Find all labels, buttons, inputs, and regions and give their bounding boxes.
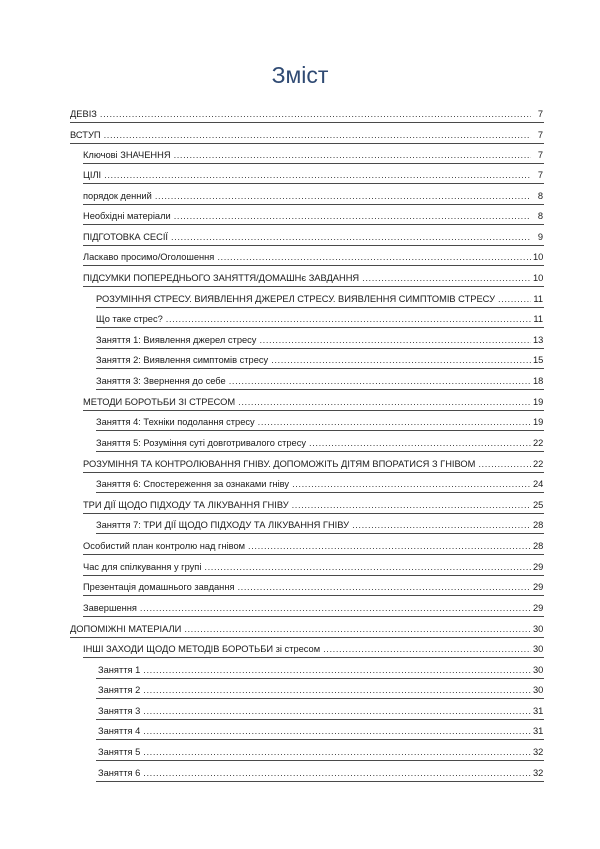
leader-dots <box>238 394 531 410</box>
divider <box>96 739 544 740</box>
toc-entry[interactable] <box>83 497 543 513</box>
toc-entry-label: Заняття 1 <box>98 665 141 675</box>
toc-entry[interactable] <box>96 311 543 327</box>
toc-entry-page: 29 <box>533 603 544 613</box>
leader-dots <box>184 621 531 637</box>
divider <box>83 286 544 287</box>
toc-entry-page: 25 <box>533 500 544 510</box>
leader-dots <box>104 127 531 143</box>
toc-entry[interactable] <box>70 106 543 122</box>
toc-entry-page: 29 <box>533 582 544 592</box>
divider <box>96 760 544 761</box>
leader-dots <box>143 723 531 739</box>
toc-entry-label: Заняття 3 <box>98 706 141 716</box>
toc-entry-page: 32 <box>533 768 544 778</box>
divider <box>70 122 544 123</box>
divider <box>83 410 544 411</box>
toc-entry-page: 31 <box>533 726 544 736</box>
toc-entry-label: Ласкаво просимо/Оголошення <box>83 252 215 262</box>
toc-entry-label: ДЕВІЗ <box>70 109 97 119</box>
divider <box>83 224 544 225</box>
divider <box>83 595 544 596</box>
toc-entry-page: 30 <box>533 624 544 634</box>
toc-entry[interactable] <box>96 476 543 492</box>
toc-entry-page: 24 <box>533 479 544 489</box>
toc-entry-label: Завершення <box>83 603 137 613</box>
divider <box>96 389 544 390</box>
toc-entry-page: 15 <box>533 355 544 365</box>
toc-entry-label: ПІДГОТОВКА СЕСІЇ <box>83 232 168 242</box>
divider <box>83 204 544 205</box>
toc-entry-page: 30 <box>533 644 544 654</box>
toc-entry-label: Заняття 4 <box>98 726 141 736</box>
toc-entry[interactable] <box>83 229 543 245</box>
toc-entry[interactable] <box>98 662 543 678</box>
toc-entry[interactable] <box>83 579 543 595</box>
toc-entry[interactable] <box>98 682 543 698</box>
toc-entry-page: 11 <box>533 314 543 324</box>
toc-entry[interactable] <box>83 559 543 575</box>
divider <box>70 143 544 144</box>
toc-entry[interactable] <box>83 270 543 286</box>
leader-dots <box>217 249 531 265</box>
toc-entry-page: 29 <box>533 562 544 572</box>
toc-entry-page: 7 <box>537 170 543 180</box>
toc-entry-label: Час для спілкування у групі <box>83 562 202 572</box>
divider <box>96 348 544 349</box>
leader-dots <box>478 456 531 472</box>
toc-entry[interactable] <box>83 147 543 163</box>
toc-entry-label: Заняття 2: Виявлення симптомів стресу <box>96 355 269 365</box>
divider <box>96 327 544 328</box>
toc-entry-page: 19 <box>533 397 544 407</box>
toc-entry-page: 22 <box>533 459 544 469</box>
toc-entry[interactable] <box>83 167 543 183</box>
toc-entry-page: 8 <box>537 191 543 201</box>
toc-entry[interactable] <box>83 456 543 472</box>
toc-entry-label: РОЗУМІННЯ СТРЕСУ. ВИЯВЛЕННЯ ДЖЕРЕЛ СТРЕСУ. ВИЯВЛЕННЯ СИМПТОМІВ СТРЕСУ <box>96 294 495 304</box>
toc-entry[interactable] <box>96 517 543 533</box>
toc-entry[interactable] <box>98 744 543 760</box>
toc-entry-label: Особистий план контролю над гнівом <box>83 541 246 551</box>
divider <box>83 245 544 246</box>
divider <box>96 719 544 720</box>
leader-dots <box>237 579 531 595</box>
toc-entry-page: 7 <box>537 130 543 140</box>
toc-entry-page: 13 <box>533 335 544 345</box>
leader-dots <box>143 765 531 781</box>
toc-entry-page: 28 <box>533 520 544 530</box>
leader-dots <box>143 682 531 698</box>
leader-dots <box>271 352 531 368</box>
divider <box>83 554 544 555</box>
divider <box>96 678 544 679</box>
toc-entry[interactable] <box>83 188 543 204</box>
toc-entry-page: 31 <box>533 706 544 716</box>
toc-entry-label: ТРИ ДІЇ ЩОДО ПІДХОДУ ТА ЛІКУВАННЯ ГНІВУ <box>83 500 289 510</box>
toc-entry-page: 7 <box>537 109 543 119</box>
divider <box>83 265 544 266</box>
leader-dots <box>498 291 531 307</box>
toc-entry-label: Заняття 4: Техніки подолання стресу <box>96 417 255 427</box>
toc-entry[interactable] <box>96 435 543 451</box>
leader-dots <box>143 703 531 719</box>
toc-entry[interactable] <box>98 765 543 781</box>
divider <box>83 575 544 576</box>
divider <box>96 492 544 493</box>
leader-dots <box>166 311 531 327</box>
leader-dots <box>174 208 531 224</box>
toc-entry[interactable] <box>70 127 543 143</box>
leader-dots <box>174 147 531 163</box>
leader-dots <box>323 641 531 657</box>
toc-entry-label: Заняття 7: ТРИ ДІЇ ЩОДО ПІДХОДУ ТА ЛІКУВАННЯ ГНІВУ <box>96 520 350 530</box>
leader-dots <box>171 229 531 245</box>
toc-entry-label: Заняття 6: Спостереження за ознаками гніву <box>96 479 290 489</box>
toc-entry[interactable] <box>98 723 543 739</box>
toc-entry-label: Заняття 3: Звернення до себе <box>96 376 226 386</box>
toc-entry[interactable] <box>96 414 543 430</box>
toc-entry[interactable] <box>96 373 543 389</box>
divider <box>70 637 544 638</box>
toc-entry-page: 9 <box>537 232 543 242</box>
divider <box>83 183 544 184</box>
page-title: Зміст <box>271 62 329 88</box>
toc-entry-label: Заняття 2 <box>98 685 141 695</box>
toc-entry[interactable] <box>83 394 543 410</box>
toc-entry-label: Презентація домашнього завдання <box>83 582 235 592</box>
toc-entry[interactable] <box>83 600 543 616</box>
toc-entry-page: 8 <box>537 211 543 221</box>
divider <box>96 698 544 699</box>
divider <box>83 657 544 658</box>
toc-entry-page: 10 <box>533 252 544 262</box>
toc-entry-label: ВСТУП <box>70 130 101 140</box>
divider <box>96 451 544 452</box>
divider <box>96 781 544 782</box>
leader-dots <box>259 332 531 348</box>
toc-entry-label: Заняття 5: Розуміння суті довготривалого стресу <box>96 438 307 448</box>
toc-entry-label: МЕТОДИ БОРОТЬБИ ЗІ СТРЕСОМ <box>83 397 236 407</box>
toc-entry-page: 19 <box>533 417 544 427</box>
divider <box>83 472 544 473</box>
toc-entry-label: Необхідні матеріали <box>83 211 171 221</box>
toc-entry-label: Ключові ЗНАЧЕННЯ <box>83 150 171 160</box>
leader-dots <box>292 476 531 492</box>
divider <box>83 163 544 164</box>
toc-entry-label: Заняття 6 <box>98 768 141 778</box>
leader-dots <box>143 662 531 678</box>
toc-entry[interactable] <box>83 249 543 265</box>
leader-dots <box>258 414 531 430</box>
toc-entry-page: 28 <box>533 541 544 551</box>
divider <box>96 368 544 369</box>
toc-entry-label: Заняття 5 <box>98 747 141 757</box>
leader-dots <box>352 517 531 533</box>
toc-entry[interactable] <box>83 538 543 554</box>
leader-dots <box>140 600 531 616</box>
toc-entry-label: ІНШІ ЗАХОДИ ЩОДО МЕТОДІВ БОРОТЬБИ зі стресом <box>83 644 321 654</box>
toc-entry-label: ДОПОМІЖНІ МАТЕРІАЛИ <box>70 624 182 634</box>
leader-dots <box>362 270 531 286</box>
leader-dots <box>155 188 531 204</box>
divider <box>96 533 544 534</box>
leader-dots <box>229 373 531 389</box>
toc-entry-page: 32 <box>533 747 544 757</box>
divider <box>83 616 544 617</box>
toc-entry[interactable] <box>96 352 543 368</box>
leader-dots <box>143 744 531 760</box>
toc-entry-label: порядок денний <box>83 191 152 201</box>
toc-entry-page: 7 <box>537 150 543 160</box>
divider <box>96 307 544 308</box>
toc-entry[interactable] <box>83 641 543 657</box>
toc-entry[interactable] <box>98 703 543 719</box>
leader-dots <box>248 538 531 554</box>
toc-entry[interactable] <box>96 332 543 348</box>
leader-dots <box>100 106 531 122</box>
toc-entry-page: 22 <box>533 438 544 448</box>
leader-dots <box>309 435 531 451</box>
toc-entry-page: 30 <box>533 665 544 675</box>
toc-entry-label: РОЗУМІННЯ ТА КОНТРОЛЮВАННЯ ГНІВУ. ДОПОМОЖІТЬ ДІТЯМ ВПОРАТИСЯ З ГНІВОМ <box>83 459 476 469</box>
toc-entry-label: ПІДСУМКИ ПОПЕРЕДНЬОГО ЗАНЯТТЯ/ДОМАШНє ЗАВДАННЯ <box>83 273 360 283</box>
toc-entry-label: ЦІЛІ <box>83 170 102 180</box>
toc-entry[interactable] <box>70 621 543 637</box>
toc-entry-page: 30 <box>533 685 544 695</box>
leader-dots <box>204 559 531 575</box>
toc-entry-page: 18 <box>533 376 544 386</box>
leader-dots <box>104 167 531 183</box>
toc-entry-page: 10 <box>533 273 544 283</box>
leader-dots <box>292 497 531 513</box>
toc-entry-page: 11 <box>533 294 543 304</box>
divider <box>96 430 544 431</box>
toc-entry[interactable] <box>83 208 543 224</box>
toc-entry-label: Що таке стрес? <box>96 314 163 324</box>
toc-entry[interactable] <box>96 291 543 307</box>
divider <box>83 513 544 514</box>
toc-entry-label: Заняття 1: Виявлення джерел стресу <box>96 335 257 345</box>
